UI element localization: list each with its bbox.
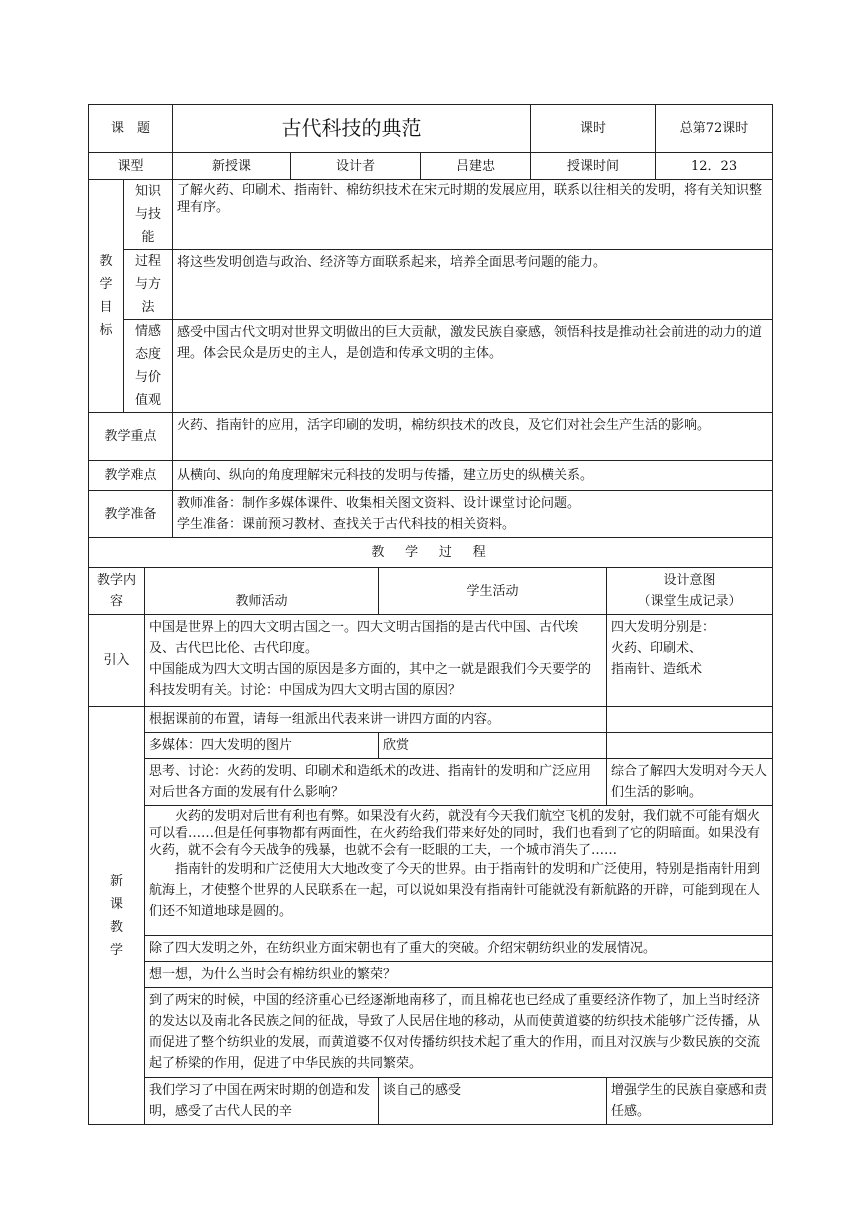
- preparation-cell: [173, 491, 773, 538]
- row-think: 想一想，为什么当时会有棉纺织业的繁荣？: [145, 962, 773, 988]
- process-title: 教学过程: [89, 538, 773, 568]
- time-value: 12．23: [656, 153, 773, 180]
- difficulties-label: 教学难点: [89, 461, 173, 491]
- type-value: 新授课: [173, 153, 291, 180]
- designer-value: 吕建忠: [421, 153, 531, 180]
- intro-design-line1: 四大发明分别是：: [611, 620, 716, 635]
- col-teacher-header: 教师活动: [145, 568, 379, 615]
- row-multimedia-design: [607, 733, 773, 759]
- type-label: 课型: [89, 153, 173, 180]
- difficulties-text: 从横向、纵向的角度理解宋元科技的发明与传播，建立历史的纵横关系。: [173, 461, 773, 491]
- key-points-label: 教学重点: [89, 413, 173, 461]
- goal-text-knowledge: 了解火药、印刷术、指南针、棉纺织技术在宋元时期的发展应用，联系以往相关的发明，将有关知识整理有序。: [173, 180, 773, 250]
- col-content-header: 教学内容: [89, 568, 145, 615]
- row-group-report-design: [607, 707, 773, 733]
- goal-text-process: 将这些发明创造与政治、经济等方面联系起来，培养全面思考问题的能力。: [173, 250, 773, 320]
- new-lesson-label: 新课教学: [89, 707, 145, 1125]
- goal-text-emotion: 感受中国古代文明对世界文明做出的巨大贡献，激发民族自豪感，领悟科技是推动社会前进的动力的道理。体会民众是历史的主人，是创造和传承文明的主体。: [173, 320, 773, 413]
- goal-label-process: 过程与方法: [124, 250, 173, 320]
- row-multimedia-student: 欣赏: [379, 733, 607, 759]
- row-textile-intro: 除了四大发明之外，在纺织业方面宋朝也有了重大的突破。介绍宋朝纺织业的发展情况。: [145, 936, 773, 962]
- col-design-title: 设计意图: [663, 573, 716, 588]
- period-label: 课时: [531, 105, 656, 153]
- period-value: 总第72课时: [656, 105, 773, 153]
- goal-label-emotion: 情感态度与价值观: [124, 320, 173, 413]
- intro-teacher: [145, 615, 607, 707]
- col-design-subtitle: （课堂生成记录）: [637, 594, 742, 609]
- topic-label: 课 题: [89, 105, 173, 153]
- gunpowder-paragraph: 火药的发明对后世有利也有弊。如果没有火药，就没有今天我们航空飞机的发射，我们就不可能有烟火可以看……但是任何事物都有两面性，在火药给我们带来好处的同时，我们也看到了它的阴暗面。如果没有火药，就不会有今天战争的残暴，也就不会有一眨眼的工夫，一个城市消失了……: [149, 809, 761, 858]
- row-summary-design: 增强学生的民族自豪感和责任感。: [607, 1078, 773, 1125]
- col-student-header: 学生活动: [379, 568, 607, 615]
- col-design-header: [607, 568, 773, 615]
- row-discussion-design: 综合了解四大发明对今天人们生活的影响。: [607, 759, 773, 806]
- intro-design-line3: 指南针、造纸术: [611, 662, 703, 677]
- row-inventions-discussion: [145, 806, 773, 936]
- lesson-title: 古代科技的典范: [173, 105, 531, 153]
- intro-teacher-p2: 中国能成为四大文明古国的原因是多方面的，其中之一就是跟我们今天要学的科技发明有关。讨论：中国成为四大文明古国的原因？: [149, 662, 592, 698]
- goal-label-knowledge: 知识与技能: [124, 180, 173, 250]
- row-group-report: 根据课前的布置，请每一组派出代表来讲一讲四方面的内容。: [145, 707, 607, 733]
- time-label: 授课时间: [531, 153, 656, 180]
- preparation-teacher: 教师准备：制作多媒体课件、收集相关图文资料、设计课堂讨论问题。: [177, 496, 581, 511]
- process-table: [88, 568, 773, 1125]
- lesson-plan: [88, 104, 772, 1125]
- row-discussion: 思考、讨论：火药的发明、印刷术和造纸术的改进、指南针的发明和广泛应用对后世各方面的发展有什么影响？: [145, 759, 607, 806]
- intro-design: [607, 615, 773, 707]
- preparation-student: 学生准备：课前预习教材、查找关于古代科技的相关资料。: [177, 517, 516, 532]
- intro-label: 引入: [89, 615, 145, 707]
- row-summary-student: 谈自己的感受: [379, 1078, 607, 1125]
- row-textile-explain: 到了两宋的时候，中国的经济重心已经逐渐地南移了，而且棉花也已经成了重要经济作物了，加上当时经济的发达以及南北各民族之间的征战，导致了人民居住地的移动，从而使黄道婆的纺织技术能够广泛传播，从而促进了整个纺织业的发展，而黄道婆不仅对传播纺织技术起了重大的作用，而且对汉族与少数民族的交流起了桥梁的作用，促进了中华民族的共同繁荣。: [145, 988, 773, 1078]
- key-points-text: 火药、指南针的应用，活字印刷的发明，棉纺织技术的改良，及它们对社会生产生活的影响。: [173, 413, 773, 461]
- lesson-info-table: [88, 104, 773, 568]
- row-summary-teacher: 我们学习了中国在两宋时期的创造和发明，感受了古代人民的辛: [145, 1078, 379, 1125]
- goals-group-label: 教学目标: [89, 180, 124, 413]
- preparation-label: 教学准备: [89, 491, 173, 538]
- designer-label: 设计者: [291, 153, 421, 180]
- row-multimedia-teacher: 多媒体：四大发明的图片: [145, 733, 379, 759]
- compass-paragraph: 指南针的发明和广泛使用大大地改变了今天的世界。由于指南针的发明和广泛使用，特别是指南针用到航海上，才使整个世界的人民联系在一起，可以说如果没有指南针可能就没有新航路的开辟，可能到现在人们还不知道地球是圆的。: [149, 862, 761, 919]
- intro-design-line2: 火药、印刷术、: [611, 641, 703, 656]
- intro-teacher-p1: 中国是世界上的四大文明古国之一。四大文明古国指的是古代中国、古代埃及、古代巴比伦、古代印度。: [149, 620, 579, 656]
